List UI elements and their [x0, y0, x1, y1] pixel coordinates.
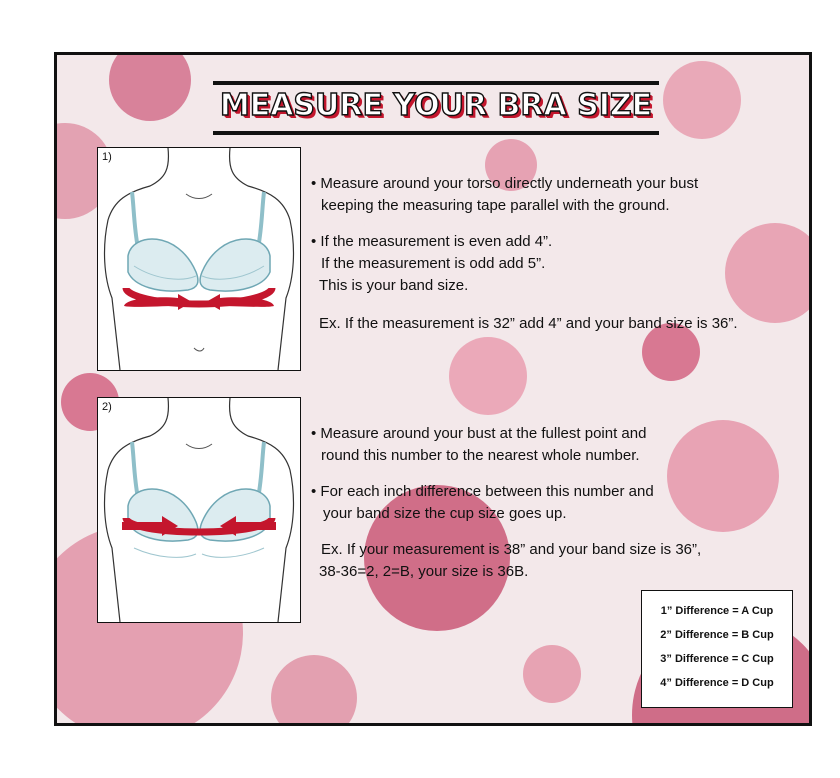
- cup-chart-row: 1” Difference = A Cup: [660, 605, 774, 617]
- page-title: MEASURE YOUR BRA SIZE: [219, 88, 653, 123]
- cup-chart-row: 3” Difference = C Cup: [660, 653, 774, 665]
- instruction-line: keeping the measuring tape parallel with the ground.: [321, 197, 670, 214]
- instruction-line: • For each inch difference between this number and: [311, 483, 654, 500]
- decor-dot: [271, 655, 357, 726]
- example-line: Ex. If the measurement is 32” add 4” and your band size is 36”.: [319, 315, 738, 332]
- bra-cup-right: [200, 239, 270, 291]
- step2-instructions: [311, 423, 701, 583]
- torso-illustration: [98, 398, 300, 622]
- example-line: Ex. If your measurement is 38” and your band size is 36”,: [321, 541, 702, 558]
- step-number: 2): [102, 401, 112, 413]
- title-rule-top: [213, 81, 659, 85]
- instruction-line: • If the measurement is even add 4”.: [311, 233, 553, 250]
- decor-dot: [449, 337, 527, 415]
- infographic-frame: [54, 52, 812, 726]
- step-number: 1): [102, 151, 112, 163]
- title-banner: [213, 81, 659, 135]
- decor-dot: [663, 61, 741, 139]
- instruction-line: your band size the cup size goes up.: [323, 505, 567, 522]
- decor-dot: [109, 52, 191, 121]
- instruction-line: round this number to the nearest whole number.: [321, 447, 640, 464]
- cup-chart-row: 4” Difference = D Cup: [660, 677, 774, 689]
- illustration-panel-bust: [97, 397, 301, 623]
- cup-size-chart: [641, 590, 793, 708]
- decor-dot: [523, 645, 581, 703]
- example-line: 38-36=2, 2=B, your size is 36B.: [319, 563, 529, 580]
- torso-illustration: [98, 148, 300, 370]
- title-rule-bottom: [213, 131, 659, 135]
- instruction-line: If the measurement is odd add 5”.: [321, 255, 546, 272]
- instruction-line: This is your band size.: [319, 277, 469, 294]
- illustration-panel-band: [97, 147, 301, 371]
- instruction-line: • Measure around your bust at the fullest point and: [311, 425, 647, 442]
- bra-cup-left: [128, 239, 198, 291]
- instruction-line: • Measure around your torso directly underneath your bust: [311, 175, 699, 192]
- step1-instructions: [311, 173, 738, 335]
- cup-chart-row: 2” Difference = B Cup: [660, 629, 774, 641]
- decor-dot: [725, 223, 812, 323]
